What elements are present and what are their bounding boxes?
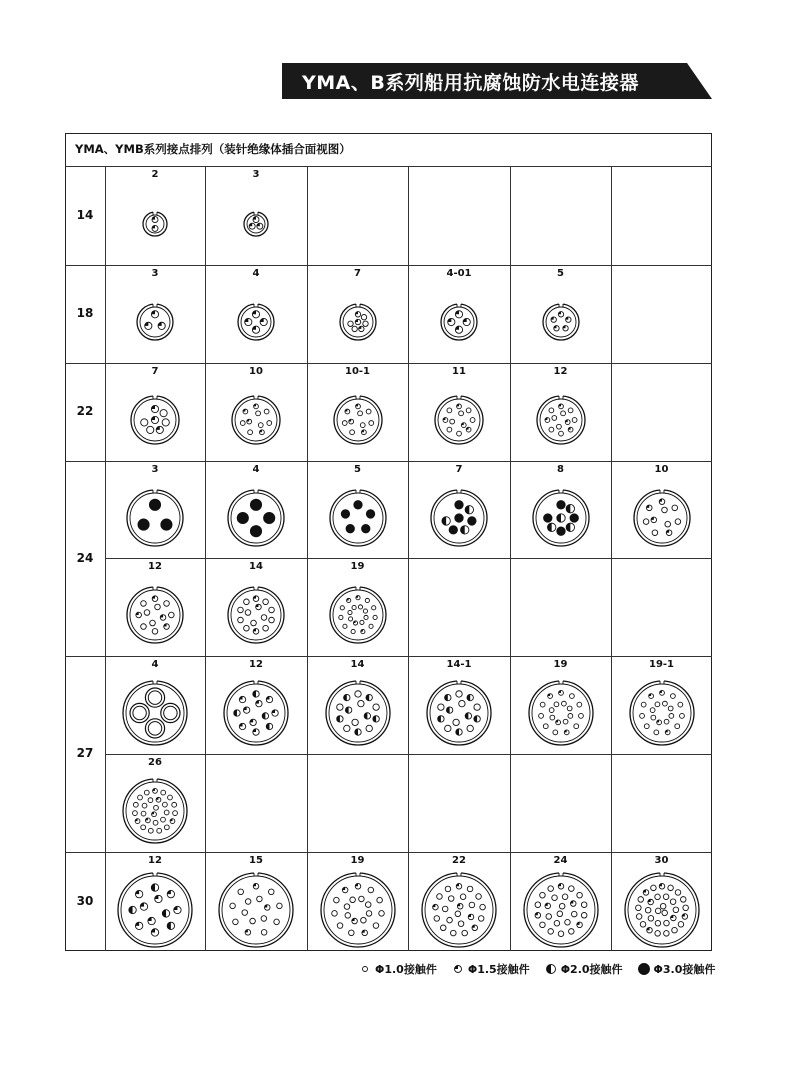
- shell-size-label: 27: [76, 746, 94, 760]
- contact-layout-cell: [105, 363, 205, 461]
- connector-face-icon: [228, 392, 284, 448]
- legend-label: Φ1.0接触件: [375, 963, 437, 976]
- contact-layout-cell: [105, 461, 205, 558]
- connector-face-icon: [520, 869, 602, 951]
- contact-layout-cell: [408, 852, 510, 951]
- legend-item: [451, 961, 530, 977]
- contact-layout-cell: [307, 265, 408, 363]
- connector-face-icon: [234, 300, 278, 344]
- contact-layout-cell: [205, 852, 307, 951]
- layout-number: 24: [553, 855, 568, 866]
- connector-face-icon: [220, 677, 292, 749]
- layout-number: 2: [151, 169, 159, 180]
- layout-number: 10: [654, 464, 669, 475]
- contact-layout-cell: [611, 852, 712, 951]
- connector-face-icon: [621, 869, 703, 951]
- connector-face-icon: [427, 486, 491, 550]
- contact-layout-cell: [611, 461, 712, 558]
- contact-symbol-icon: [637, 962, 651, 976]
- legend-item: [544, 961, 623, 977]
- connector-face-icon: [525, 677, 597, 749]
- contact-layout-cell: [408, 363, 510, 461]
- connector-face-icon: [317, 869, 399, 951]
- contact-layout-cell: [205, 265, 307, 363]
- layout-number: 14: [249, 561, 263, 572]
- contact-layout-cell: [105, 754, 205, 852]
- layout-number: 22: [452, 855, 466, 866]
- layout-number: 7: [151, 366, 159, 377]
- contact-layout-cell: [105, 656, 205, 754]
- connector-face-icon: [326, 583, 390, 647]
- connector-face-icon: [133, 300, 177, 344]
- legend-item: [358, 961, 437, 977]
- layout-number: 12: [148, 855, 162, 866]
- contact-layout-cell: [307, 558, 408, 656]
- contact-layout-cell: [408, 265, 510, 363]
- connector-face-icon: [127, 392, 183, 448]
- connector-face-icon: [431, 392, 487, 448]
- layout-number: 30: [654, 855, 669, 866]
- layout-number: 19: [350, 561, 365, 572]
- connector-face-icon: [240, 208, 272, 240]
- contact-layout-cell: [611, 656, 712, 754]
- layout-number: 15: [249, 855, 263, 866]
- contact-layout-cell: [105, 558, 205, 656]
- layout-number: 7: [455, 464, 463, 475]
- connector-face-icon: [539, 300, 583, 344]
- contact-layout-cell: [105, 166, 205, 265]
- connector-face-icon: [626, 677, 698, 749]
- layout-number: 14-1: [446, 659, 472, 670]
- contact-layout-cell: [408, 656, 510, 754]
- shell-size-label: 18: [76, 306, 94, 320]
- contact-layout-cell: [105, 265, 205, 363]
- shell-size-label: 30: [76, 893, 94, 908]
- contact-layout-cell: [510, 852, 611, 951]
- legend-label: Φ3.0接触件: [653, 963, 716, 976]
- layout-number: 4: [252, 464, 260, 475]
- grid-line: [611, 166, 612, 951]
- layout-number: 12: [553, 366, 568, 377]
- layout-number: 10-1: [344, 366, 371, 377]
- contact-layout-cell: [205, 558, 307, 656]
- connector-face-icon: [418, 869, 500, 951]
- contact-layout-cell: [510, 461, 611, 558]
- contact-layout-cell: [205, 166, 307, 265]
- connector-face-icon: [114, 869, 196, 951]
- legend-label: Φ2.0接触件: [560, 963, 623, 976]
- layout-number: 5: [557, 268, 564, 279]
- layout-number: 4-01: [446, 268, 472, 279]
- connector-face-icon: [533, 392, 589, 448]
- connector-face-icon: [336, 300, 380, 344]
- connector-face-icon: [123, 486, 187, 550]
- layout-number: 11: [452, 366, 466, 377]
- layout-number: 19-1: [648, 659, 675, 670]
- contact-layout-cell: [307, 461, 408, 558]
- connector-face-icon: [423, 677, 495, 749]
- layout-number: 4: [252, 268, 260, 279]
- connector-face-icon: [139, 208, 171, 240]
- banner-title: YMA、B系列船用抗腐蚀防水电连接器: [302, 72, 639, 94]
- connector-face-icon: [437, 300, 481, 344]
- contact-layout-cell: [510, 363, 611, 461]
- contact-layout-cell: [510, 265, 611, 363]
- layout-number: 8: [557, 464, 564, 475]
- title-banner: [282, 63, 712, 99]
- layout-number: 4: [151, 659, 159, 670]
- layout-number: 3: [252, 169, 260, 180]
- layout-number: 14: [350, 659, 365, 670]
- layout-number: 10: [249, 366, 263, 377]
- contact-layout-cell: [408, 461, 510, 558]
- connector-face-icon: [224, 583, 288, 647]
- layout-number: 19: [350, 855, 365, 866]
- contact-layout-cell: [205, 363, 307, 461]
- contact-symbol-icon: [544, 962, 558, 976]
- shell-size-label: 14: [76, 207, 94, 222]
- shell-size-label: 24: [76, 550, 94, 565]
- connector-face-icon: [224, 486, 288, 550]
- connector-face-icon: [630, 486, 694, 550]
- contact-layout-cell: [307, 656, 408, 754]
- contact-layout-cell: [307, 363, 408, 461]
- contact-layout-cell: [307, 852, 408, 951]
- layout-number: 7: [354, 268, 361, 279]
- layout-number: 19: [553, 659, 568, 670]
- layout-number: 3: [151, 268, 159, 279]
- layout-number: 12: [249, 659, 263, 670]
- shell-size-label: 22: [76, 404, 94, 418]
- layout-number: 3: [151, 464, 159, 475]
- contact-symbol-icon: [358, 962, 372, 976]
- legend-item: [637, 961, 716, 977]
- layout-number: 26: [148, 757, 162, 768]
- contact-layout-cell: [105, 852, 205, 951]
- contact-symbol-icon: [451, 962, 465, 976]
- connector-face-icon: [326, 486, 390, 550]
- contact-layout-cell: [205, 656, 307, 754]
- connector-face-icon: [119, 677, 191, 749]
- connector-face-icon: [529, 486, 593, 550]
- contact-layout-cell: [510, 656, 611, 754]
- connector-face-icon: [322, 677, 394, 749]
- layout-number: 5: [354, 464, 361, 475]
- contact-legend: [358, 961, 715, 977]
- table-header: YMA、YMB系列接点排列（装针绝缘体插合面视图）: [75, 142, 351, 156]
- contact-layout-cell: [205, 461, 307, 558]
- connector-face-icon: [123, 583, 187, 647]
- connector-face-icon: [215, 869, 297, 951]
- layout-number: 12: [148, 561, 162, 572]
- connector-face-icon: [330, 392, 386, 448]
- connector-face-icon: [119, 775, 191, 847]
- legend-label: Φ1.5接触件: [467, 963, 530, 976]
